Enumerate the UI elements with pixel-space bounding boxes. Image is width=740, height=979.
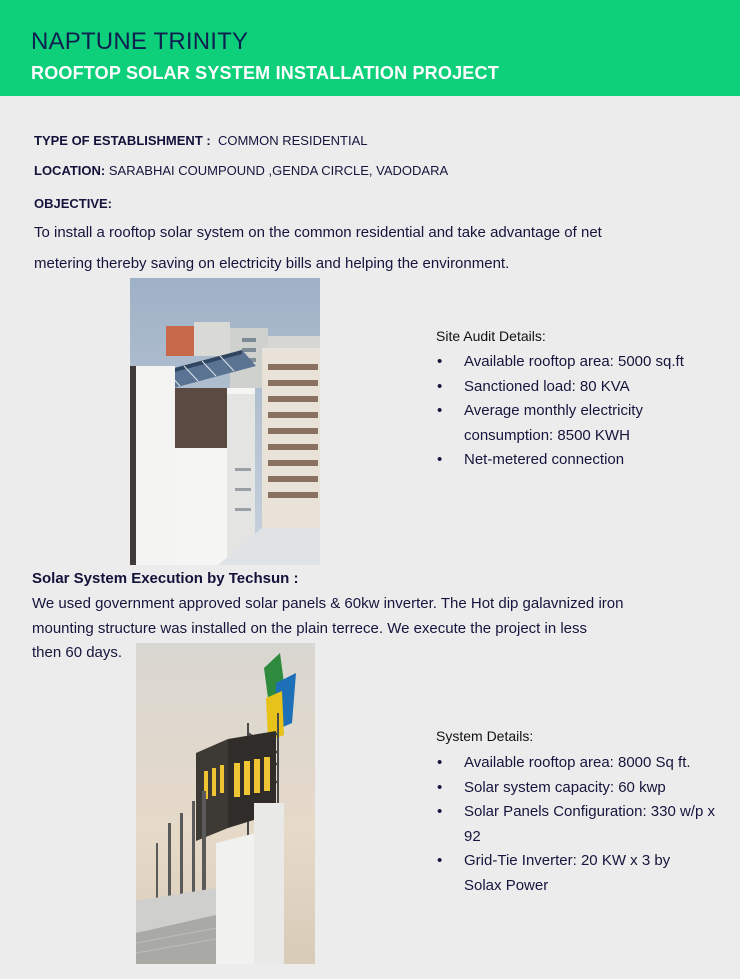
header-banner <box>0 0 740 96</box>
page-title: NAPTUNE TRINITY <box>31 28 249 55</box>
bullet: • <box>437 803 443 820</box>
building-photo <box>130 278 320 565</box>
system-item-2: Solar system capacity: 60 kwp <box>464 778 666 796</box>
list-item <box>436 776 726 801</box>
system-item-4: Grid-Tie Inverter: 20 KW x 3 by Solax Power <box>464 852 671 894</box>
location-row <box>34 163 448 178</box>
list-item <box>436 849 699 898</box>
bullet: • <box>437 353 443 370</box>
list-item <box>436 800 726 849</box>
bullet: • <box>437 451 443 468</box>
execution-line-1: We used government approved solar panels & 60kw inverter. The Hot dip galavnized iron <box>32 595 624 612</box>
list-item <box>436 448 726 473</box>
system-details-list <box>436 751 726 898</box>
objective-line-1: To install a rooftop solar system on the common residential and take advantage of net <box>34 224 602 241</box>
list-item <box>436 375 726 400</box>
location-value: SARABHAI COUMPOUND ,GENDA CIRCLE, VADODARA <box>108 163 449 178</box>
list-item <box>436 751 726 776</box>
establishment-value: COMMON RESIDENTIAL <box>217 133 368 148</box>
execution-heading: Solar System Execution by Techsun : <box>32 570 299 587</box>
bullet: • <box>437 377 443 395</box>
system-item-3: Solar Panels Configuration: 330 w/p x 92 <box>464 803 715 845</box>
execution-line-3: then 60 days. <box>32 644 123 661</box>
site-audit-item-4: Net-metered connection <box>464 451 625 468</box>
execution-line-2: mounting structure was installed on the plain terrece. We execute the project in less <box>32 620 588 637</box>
site-audit-list <box>436 350 726 473</box>
bullet: • <box>437 778 443 796</box>
list-item <box>436 399 669 448</box>
bullet: • <box>437 754 443 771</box>
site-audit-item-3: Average monthly electricity consumption: 8500 KWH <box>464 402 643 444</box>
site-audit-heading: Site Audit Details: <box>436 328 546 344</box>
list-item <box>436 350 726 375</box>
site-audit-item-1: Available rooftop area: 5000 sq.ft <box>464 353 684 370</box>
establishment-row <box>34 133 367 148</box>
objective-line-2: metering thereby saving on electricity bills and helping the environment. <box>34 255 510 272</box>
system-details-heading: System Details: <box>436 728 534 744</box>
location-label: LOCATION: <box>34 163 106 178</box>
rooftop-sign-photo <box>136 643 315 964</box>
page-subtitle: ROOFTOP SOLAR SYSTEM INSTALLATION PROJECT <box>31 63 499 83</box>
site-audit-item-2: Sanctioned load: 80 KVA <box>464 377 630 395</box>
establishment-label: TYPE OF ESTABLISHMENT : <box>34 133 211 148</box>
bullet: • <box>437 402 443 419</box>
objective-label: OBJECTIVE: <box>34 196 113 211</box>
bullet: • <box>437 852 443 869</box>
system-item-1: Available rooftop area: 8000 Sq ft. <box>464 754 691 771</box>
